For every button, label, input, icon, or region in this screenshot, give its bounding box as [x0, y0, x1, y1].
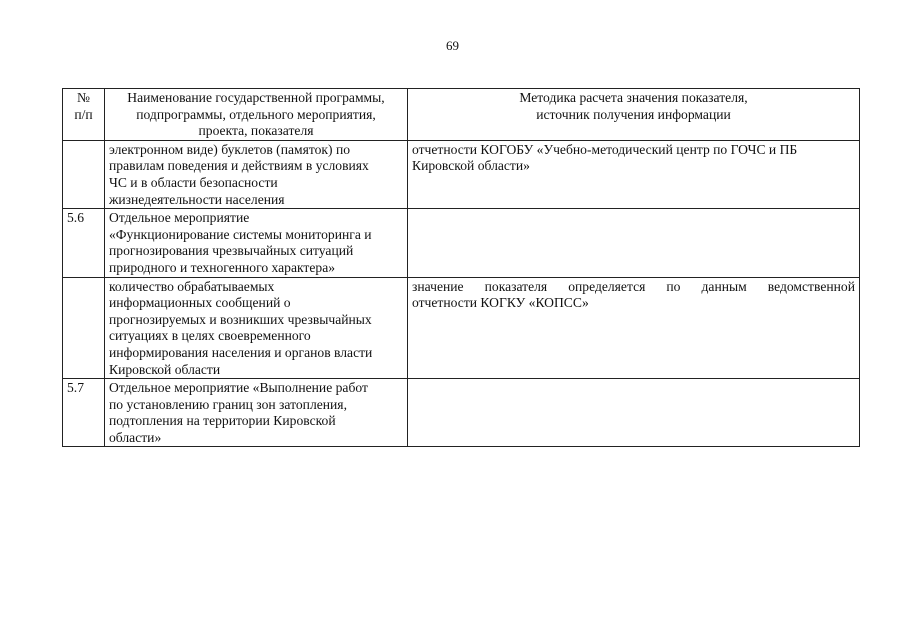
row-name-line: количество обрабатываемых: [109, 278, 275, 294]
row-name-line: Кировской области: [109, 361, 221, 377]
row-name-line: электронном виде) буклетов (памяток) по: [109, 141, 351, 157]
row-name-line: «Функционирование системы мониторинга и: [109, 226, 372, 242]
row-name-line: по установлению границ зон затопления,: [109, 396, 347, 412]
row-number: [63, 277, 105, 379]
row-name-line: Отдельное мероприятие «Выполнение работ: [109, 380, 368, 396]
row-name-line: области»: [109, 429, 162, 445]
row-method-line: отчетности КОГОБУ «Учебно-методический центр по ГОЧС и ПБ: [412, 141, 798, 157]
header-name-line: проекта, показателя: [198, 123, 314, 139]
header-number-line: №: [77, 90, 90, 105]
row-method: [408, 379, 860, 447]
row-name: [105, 379, 408, 447]
row-number: 5.6: [63, 209, 105, 277]
row-number: 5.7: [63, 379, 105, 447]
row-name-line: прогнозирования чрезвычайных ситуаций: [109, 243, 354, 259]
row-method-line: Кировской области»: [412, 158, 530, 174]
row-name-line: ситуациях в целях своевременного: [109, 328, 311, 344]
header-method: [408, 89, 860, 141]
row-method-line: отчетности КОГКУ «КОПСС»: [412, 295, 589, 311]
row-name-line: прогнозируемых и возникших чрезвычайных: [109, 311, 372, 327]
row-name-line: правилам поведения и действиям в условиях: [109, 158, 369, 174]
table-row: [63, 379, 860, 447]
row-name-line: информационных сообщений о: [109, 295, 291, 311]
row-method: [408, 209, 860, 277]
row-name-line: подтопления на территории Кировской: [109, 413, 336, 429]
row-name-line: информирования населения и органов власти: [109, 344, 373, 360]
row-name: [105, 209, 408, 277]
row-name-line: ЧС и в области безопасности: [109, 174, 278, 190]
header-method-line: источник получения информации: [536, 106, 731, 122]
header-name: [105, 89, 408, 141]
row-name-line: Отдельное мероприятие: [109, 210, 250, 226]
indicator-table: [62, 88, 860, 447]
table-row: [63, 140, 860, 208]
row-method-line: значение показателя определяется по данным ведомственной: [412, 278, 855, 294]
row-name-line: природного и техногенного характера»: [109, 259, 336, 275]
table-header-row: [63, 89, 860, 141]
row-name-line: жизнедеятельности населения: [109, 191, 285, 207]
row-method: [408, 140, 860, 208]
row-method: [408, 277, 860, 379]
table-row: [63, 277, 860, 379]
row-name: [105, 277, 408, 379]
row-name: [105, 140, 408, 208]
header-method-line: Методика расчета значения показателя,: [519, 90, 748, 105]
header-number: [63, 89, 105, 141]
row-number: [63, 140, 105, 208]
table-row: [63, 209, 860, 277]
header-name-line: Наименование государственной программы,: [127, 90, 385, 105]
header-number-line: п/п: [74, 106, 93, 122]
page-number: 69: [446, 38, 459, 53]
header-name-line: подпрограммы, отдельного мероприятия,: [136, 106, 376, 122]
